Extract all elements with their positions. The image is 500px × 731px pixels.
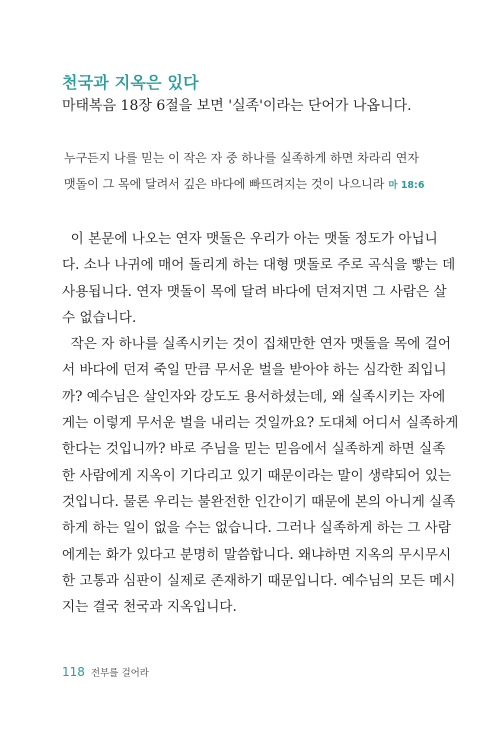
- quote-line-text: 맷돌이 그 목에 달려서 깊은 바다에 빠뜨려지는 것이 나으니라: [64, 177, 385, 191]
- body-line: 에게는 화가 있다고 분명히 말씀합니다. 왜냐하면 지옥의 무시무시: [62, 546, 452, 563]
- body-text: [62, 226, 459, 620]
- body-line: 다. 소나 나귀에 매어 돌리게 하는 대형 맷돌로 주로 곡식을 빻는 데: [62, 257, 456, 274]
- body-line: 까? 예수님은 살인자와 강도도 용서하셨는데, 왜 실족시키는 자에: [62, 388, 446, 405]
- body-line: 수 없습니다.: [62, 309, 137, 326]
- body-line: 이 본문에 나오는 연자 맷돌은 우리가 아는 맷돌 정도가 아닙니: [62, 231, 438, 247]
- body-line: 하게 하는 일이 없을 수는 없습니다. 그러나 실족하게 하는 그 사람: [62, 520, 451, 537]
- body-line: 한다는 것입니까? 바로 주님을 믿는 믿음에서 실족하게 하면 실족: [62, 441, 446, 458]
- body-line: 한 사람에게 지옥이 기다리고 있기 때문이라는 말이 생략되어 있는: [62, 467, 452, 484]
- body-line: 게는 이렇게 무서운 벌을 내리는 것일까요? 도대체 어디서 실족하게: [62, 415, 459, 432]
- page-footer: [62, 665, 149, 679]
- body-line: 지는 결국 천국과 지옥입니다.: [62, 599, 237, 616]
- scripture-reference: 마 18:6: [388, 180, 425, 191]
- intro-sentence: 마태복음 18장 6절을 보면 '실족'이라는 단어가 나옵니다.: [62, 98, 412, 114]
- quote-line: 누구든지 나를 믿는 이 작은 자 중 하나를 실족하게 하면 차라리 연자: [64, 151, 419, 165]
- body-line: 작은 자 하나를 실족시키는 것이 집채만한 연자 맷돌을 목에 걸어: [62, 336, 451, 353]
- scripture-quote: [64, 145, 454, 197]
- body-line: 것입니다. 물론 우리는 불완전한 인간이기 때문에 본의 아니게 실족: [62, 493, 456, 510]
- body-line: 사용됩니다. 연자 맷돌이 목에 달려 바다에 던져지면 그 사람은 살: [62, 283, 447, 300]
- page-number: 118: [62, 665, 85, 679]
- running-title: 전부를 걸어라: [90, 668, 149, 679]
- quote-line: [64, 171, 454, 197]
- body-line: 서 바다에 던져 죽일 만큼 무서운 벌을 받아야 하는 심각한 죄입니: [62, 362, 447, 379]
- section-heading: 천국과 지옥은 있다: [62, 73, 199, 92]
- body-line: 한 고통과 심판이 실제로 존재하기 때문입니다. 예수님의 모든 메시: [62, 572, 456, 589]
